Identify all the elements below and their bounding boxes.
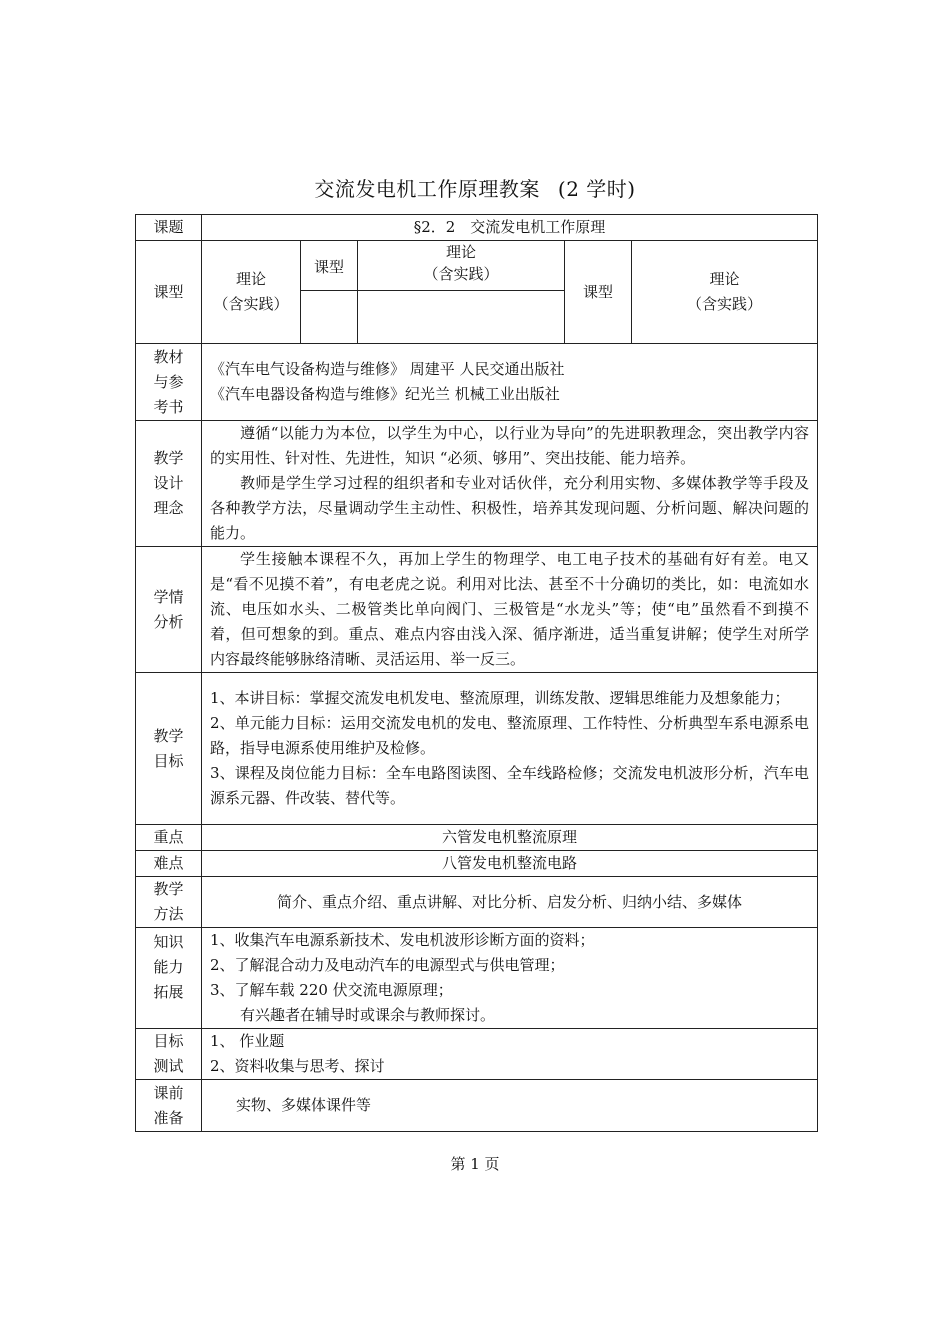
analysis-label [136,547,202,673]
references-label [136,344,202,421]
extension-item: 2、了解混合动力及电动汽车的电源型式与供电管理； [210,956,565,974]
design-label [136,421,202,547]
reference-item: 《汽车电器设备构造与维修》纪光兰 机械工业出版社 [210,385,560,403]
tests-content [202,1029,818,1080]
key-point-value: 六管发电机整流原理 [202,825,818,851]
references-label-line: 与参 [153,372,184,391]
difficulty-label: 难点 [136,851,202,877]
lesson-type-empty-cell-1 [301,291,358,344]
objectives-label [136,673,202,825]
lesson-type-value-3-line1: 理论 [709,270,740,288]
document-title [0,173,950,202]
references-label-line: 考书 [153,397,184,416]
prep-label [136,1080,202,1132]
tests-label-line: 目标 [153,1032,184,1050]
design-paragraph: 遵循“以能力为本位，以学生为中心，以行业为导向”的先进职教理念，突出教学内容的实用性、针对性、先进性，知识 “必须、够用”、突出技能、能力培养。 [210,424,809,467]
extension-label-line: 知识 [153,933,184,951]
row-objectives [136,673,818,825]
topic-value: §2．2 交流发电机工作原理 [202,215,818,241]
analysis-paragraph: 学生接触本课程不久，再加上学生的物理学、电工电子技术的基础有好有差。电又是“看不见摸不着”，有电老虎之说。利用对比法、甚至不十分确切的类比，如：电流如水流、电压如水头、二极管类比单向阀门、三极管是“水龙头”等；使“电”虽然看不到摸不着，但可想象的到。重点、难点内容由浅入深、循序渐进，适当重复讲解；使学生对所学内容最终能够脉络清晰、灵活运用、举一反三。 [210,550,809,668]
difficulty-value: 八管发电机整流电路 [202,851,818,877]
page-number: 第 1 页 [450,1155,500,1173]
objectives-label-line: 目标 [153,751,184,770]
design-label-line: 教学 [153,449,184,467]
lesson-type-value-3-line2: （含实践） [686,295,762,313]
row-lesson-type [136,241,818,291]
row-design [136,421,818,547]
references-label-line: 教材 [153,347,184,366]
methods-label-line: 方法 [153,905,184,923]
row-topic [136,215,818,241]
lesson-plan-table [135,214,818,1132]
extension-label-line: 拓展 [153,983,184,1001]
objective-item: 2、单元能力目标：运用交流发电机的发电、整流原理、工作特性、分析典型车系电源系电路，指导电源系使用维护及检修。 [210,714,809,757]
row-references [136,344,818,421]
topic-label: 课题 [136,215,202,241]
design-label-line: 设计 [153,474,184,492]
test-item: 2、资料收集与思考、探讨 [210,1057,385,1075]
reference-item: 《汽车电气设备构造与维修》 周建平 人民交通出版社 [210,360,565,378]
objectives-content [202,673,818,825]
analysis-content [202,547,818,673]
lesson-type-value-1 [202,241,301,344]
prep-value: 实物、多媒体课件等 [202,1080,818,1132]
row-extension [136,928,818,1029]
methods-label-line: 教学 [153,880,184,898]
design-label-line: 理念 [153,499,184,517]
prep-label-line: 准备 [153,1108,184,1127]
test-item: 1、 作业题 [210,1032,285,1050]
objective-item: 1、本讲目标：掌握交流发电机发电、整流原理，训练发散、逻辑思维能力及想象能力； [210,689,790,707]
lesson-type-value-1-line2: （含实践） [213,295,289,313]
prep-label-line: 课前 [153,1083,184,1102]
lesson-type-value-3 [632,241,818,344]
title-hours: (2 学时) [557,177,636,201]
lesson-type-empty-cell-2 [358,291,565,344]
analysis-label-line: 分析 [153,612,184,631]
extension-label [136,928,202,1029]
lesson-type-label: 课型 [136,241,202,344]
lesson-type-value-2-line1: 理论 [445,243,476,261]
references-content [202,344,818,421]
row-tests [136,1029,818,1080]
title-text: 交流发电机工作原理教案 [314,177,540,201]
extension-note: 有兴趣者在辅导时或课余与教师探讨。 [240,1006,496,1024]
objective-item: 3、课程及岗位能力目标：全车电路图读图、全车线路检修；交流发电机波形分析，汽车电源系元器、件改装、替代等。 [210,764,809,807]
methods-value: 简介、重点介绍、重点讲解、对比分析、启发分析、归纳小结、多媒体 [202,877,818,928]
design-content [202,421,818,547]
lesson-type-value-1-line1: 理论 [235,270,266,288]
lesson-type-label-2: 课型 [565,241,632,344]
tests-label [136,1029,202,1080]
lesson-type-value-2 [358,241,565,291]
row-analysis [136,547,818,673]
extension-item: 1、收集汽车电源系新技术、发电机波形诊断方面的资料； [210,931,595,949]
tests-label-line: 测试 [153,1057,184,1075]
extension-label-line: 能力 [153,958,184,976]
design-paragraph: 教师是学生学习过程的组织者和专业对话伙伴，充分利用实物、多媒体教学等手段及各种教学方法，尽量调动学生主动性、积极性，培养其发现问题、分析问题、解决问题的能力。 [210,474,809,542]
row-difficulty [136,851,818,877]
analysis-label-line: 学情 [153,587,184,606]
objectives-label-line: 教学 [153,726,184,745]
methods-label [136,877,202,928]
lesson-type-sub-label: 课型 [301,241,358,291]
key-point-label: 重点 [136,825,202,851]
row-key-point [136,825,818,851]
lesson-type-value-2-line2: （含实践） [423,265,499,283]
row-prep [136,1080,818,1132]
row-methods [136,877,818,928]
extension-content [202,928,818,1029]
extension-item: 3、了解车载 220 伏交流电源原理； [210,981,453,999]
